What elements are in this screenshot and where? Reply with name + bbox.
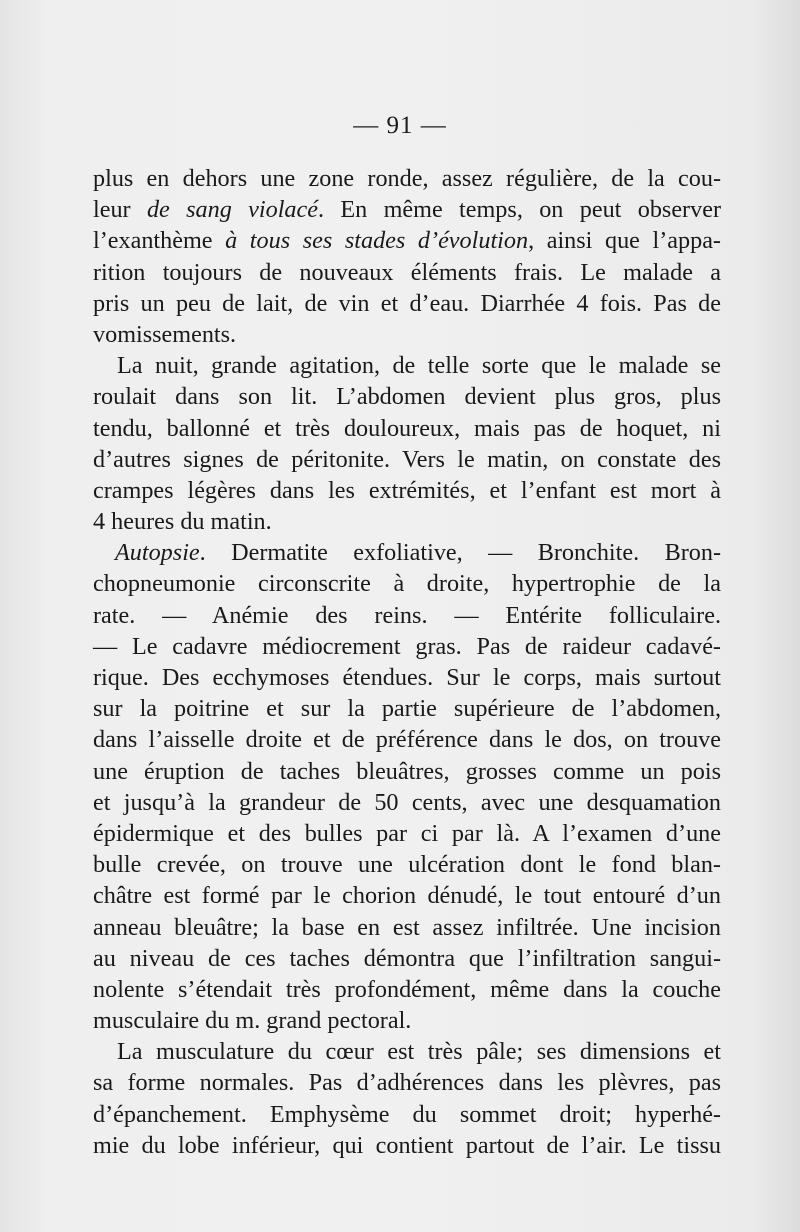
text-line: plus en dehors une zone ronde, assez régulière, de la cou- [93,165,721,192]
text-line: épidermique et des bulles par ci par là. A l’examen d’une [93,819,721,847]
text-line: musculaire du m. grand pectoral. [93,1007,412,1035]
page-number: — 91 — [353,112,447,139]
italic-phrase: de sang violacé [146,196,318,224]
text-line: châtre est formé par le chorion dénudé, le tout entouré d’un [93,882,721,910]
text-line: dans l’aisselle droite et de préférence dans le dos, on trouve [93,726,721,754]
text-line: une éruption de taches bleuâtres, grosses comme un pois [93,757,721,785]
text-line: sur la poitrine et sur la partie supérieure de l’abdomen, [93,695,721,723]
text-line: roulait dans son lit. L’abdomen devient plus gros, plus [93,383,721,411]
text-line: chopneumonie circonscrite à droite, hypertrophie de la [93,570,721,598]
text-line: La nuit, grande agitation, de telle sorte que le malade se [117,352,721,380]
text-line: mie du lobe inférieur, qui contient partout de l’air. Le tissu [93,1131,721,1159]
text-line: La musculature du cœur est très pâle; ses dimensions et [117,1038,721,1066]
text-line: d’épanchement. Emphysème du sommet droit; hyperhé- [93,1100,721,1128]
text-line: vomissements. [93,320,237,348]
text-line: rition toujours de nouveaux éléments frais. Le malade a [93,258,721,286]
text-line: pris un peu de lait, de vin et d’eau. Diarrhée 4 fois. Pas de [93,289,721,317]
text-line: nolente s’étendait très profondément, même dans la couche [93,975,721,1003]
italic-phrase: à tous ses stades d’évolution [225,227,529,255]
text-line: sa forme normales. Pas d’adhérences dans les plèvres, pas [93,1069,721,1097]
text-line: au niveau de ces taches démontra que l’infiltration sangui- [93,944,721,972]
text-line: bulle crevée, on trouve une ulcération dont le fond blan- [93,851,721,879]
text-line: — Le cadavre médiocrement gras. Pas de raideur cadavé- [93,632,721,660]
text-line: rique. Des ecchymoses étendues. Sur le corps, mais surtout [93,664,721,691]
text-line: et jusqu’à la grandeur de 50 cents, avec une desquamation [93,788,721,816]
text-line: 4 heures du matin. [93,508,272,536]
text-line: rate. — Anémie des reins. — Entérite folliculaire. [93,601,721,629]
body-text [93,163,721,1161]
italic-phrase: Autopsie [115,539,200,567]
text-line: leur de sang violacé. En même temps, on peut observer [93,196,721,224]
text-line: Autopsie. Dermatite exfoliative, — Bronchite. Bron- [115,539,721,567]
text-line: anneau bleuâtre; la base en est assez infiltrée. Une incision [93,913,721,941]
text-line: l’exanthème à tous ses stades d’évolution, ainsi que l’appa- [93,227,721,255]
text-line: tendu, ballonné et très douloureux, mais pas de hoquet, ni [93,414,721,442]
text-line: crampes légères dans les extrémités, et l’enfant est mort à [93,476,721,504]
text-line: d’autres signes de péritonite. Vers le matin, on constate des [93,445,721,473]
